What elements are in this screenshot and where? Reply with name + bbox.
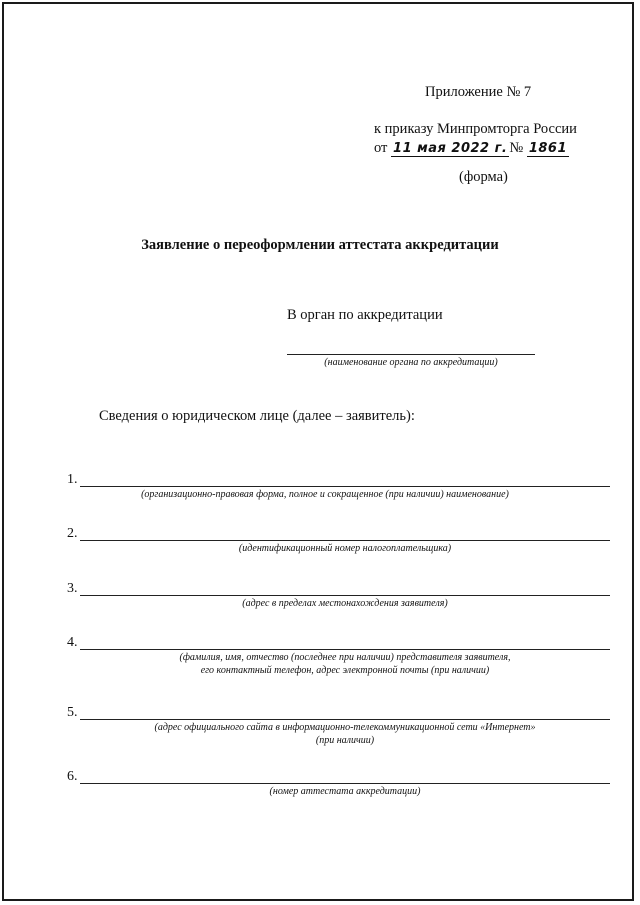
field-line[interactable] xyxy=(80,486,610,487)
field-number: 5. xyxy=(67,705,78,720)
number-prefix: № xyxy=(509,140,524,156)
field-hint: (номер аттестата аккредитации) xyxy=(269,786,421,797)
field-hint: (адрес в пределах местонахождения заявителя) xyxy=(242,598,448,609)
document-page xyxy=(2,2,634,901)
field-line[interactable] xyxy=(80,649,610,650)
appendix-number: Приложение № 7 xyxy=(425,84,532,100)
order-date-line xyxy=(374,140,569,157)
intro-text: Сведения о юридическом лице (далее – заявитель): xyxy=(99,408,415,424)
field-hint: (идентификационный номер налогоплательщика) xyxy=(238,543,452,554)
field-hint-continuation: (при наличии) xyxy=(315,735,375,746)
recipient-hint: (наименование органа по аккредитации) xyxy=(324,357,498,368)
date-prefix: от xyxy=(374,140,388,156)
form-label: (форма) xyxy=(459,169,508,185)
document-title: Заявление о переоформлении аттестата аккредитации xyxy=(141,237,499,253)
field-hint: (адрес официального сайта в информационно-телекоммуникационной сети «Интернет» xyxy=(154,722,536,733)
field-hint: (организационно-правовая форма, полное и сокращенное (при наличии) наименование) xyxy=(141,489,509,500)
recipient-label: В орган по аккредитации xyxy=(287,307,443,323)
field-number: 4. xyxy=(67,635,78,650)
handwritten-number: 1861 xyxy=(528,141,568,156)
field-line[interactable] xyxy=(80,540,610,541)
recipient-line[interactable] xyxy=(287,354,535,355)
field-line[interactable] xyxy=(80,719,610,720)
order-reference: к приказу Минпромторга России xyxy=(374,121,577,137)
field-line[interactable] xyxy=(80,595,610,596)
field-number: 6. xyxy=(67,769,78,784)
field-hint: (фамилия, имя, отчество (последнее при наличии) представителя заявителя, xyxy=(179,652,511,663)
field-hint-continuation: его контактный телефон, адрес электронной почты (при наличии) xyxy=(200,665,490,676)
handwritten-date: 11 мая 2022 г. xyxy=(393,141,508,156)
field-number: 1. xyxy=(67,472,78,487)
field-line[interactable] xyxy=(80,783,610,784)
field-number: 3. xyxy=(67,581,78,596)
field-number: 2. xyxy=(67,526,78,541)
